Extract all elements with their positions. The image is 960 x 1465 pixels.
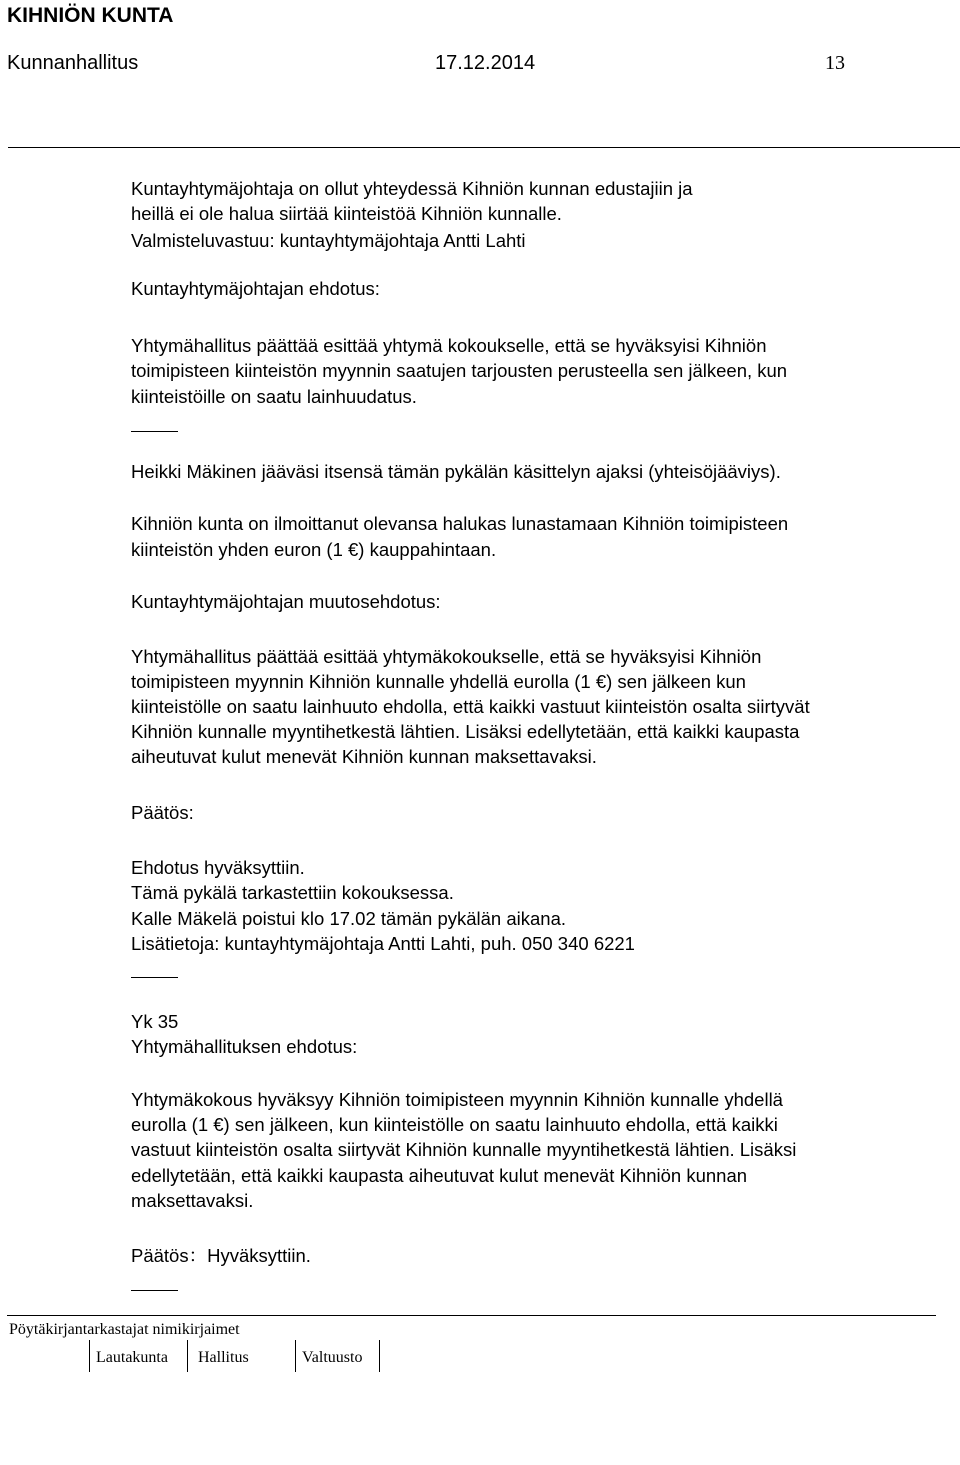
section-separator — [131, 431, 178, 432]
section-separator — [131, 977, 178, 978]
decision-line: Ehdotus hyväksyttiin. — [131, 857, 305, 878]
paragraph-line: Yhtymähallitus päättää esittää yhtymä kokoukselle, että se hyväksyisi Kihniön — [131, 335, 767, 356]
preparer-line: Valmisteluvastuu: kuntayhtymäjohtaja Antti Lahti — [131, 230, 526, 251]
proposal-heading: Kuntayhtymäjohtajan ehdotus: — [131, 278, 380, 299]
recusal-note: Heikki Mäkinen jääväsi itsensä tämän pykälän käsittelyn ajaksi (yhteisöjääviys). — [131, 461, 781, 482]
yk-number: Yk 35 — [131, 1011, 179, 1032]
paragraph-line: vastuut kiinteistön osalta siirtyvät Kihniön kunnalle myyntihetkestä lähtien. Lisäksi — [131, 1139, 797, 1160]
decision-heading: Päätös: — [131, 802, 194, 823]
meeting-date: 17.12.2014 — [435, 52, 536, 74]
footer-column-divider — [187, 1340, 188, 1372]
section-separator — [131, 1290, 178, 1291]
paragraph-line: edellytetään, että kaikki kaupasta aiheutuvat kulut menevät Kihniön kunnan — [131, 1165, 748, 1186]
paragraph-line: Yhtymähallitus päättää esittää yhtymäkokoukselle, että se hyväksyisi Kihniön — [131, 646, 762, 667]
amendment-heading: Kuntayhtymäjohtajan muutosehdotus: — [131, 591, 441, 612]
paragraph-line: kiinteistön yhden euron (1 €) kauppahintaan. — [131, 539, 497, 560]
organization-name: KIHNIÖN KUNTA — [7, 4, 174, 27]
footer-title: Pöytäkirjantarkastajat nimikirjaimet — [9, 1321, 240, 1338]
header-divider — [8, 147, 960, 148]
footer-column-divider — [295, 1340, 296, 1372]
footer-column-valtuusto: Valtuusto — [302, 1349, 363, 1366]
paragraph-line: toimipisteen myynnin Kihniön kunnalle yhdellä eurolla (1 €) sen jälkeen kun — [131, 671, 746, 692]
paragraph-line: maksettavaksi. — [131, 1190, 254, 1211]
paragraph-line: aiheutuvat kulut menevät Kihniön kunnan maksettavaksi. — [131, 746, 597, 767]
body-name: Kunnanhallitus — [7, 52, 139, 74]
paragraph-line: Kihniön kunnalle myyntihetkestä lähtien. Lisäksi edellytetään, että kaikki kaupasta — [131, 721, 800, 742]
paragraph-line: kiinteistölle on saatu lainhuuto ehdolla, että kaikki vastuut kiinteistön osalta siirtyvät — [131, 696, 810, 717]
footer-divider — [7, 1315, 936, 1316]
footer-column-divider — [89, 1340, 90, 1372]
paragraph-line: heillä ei ole halua siirtää kiinteistöä Kihniön kunnalle. — [131, 203, 562, 224]
paragraph-line: eurolla (1 €) sen jälkeen, kun kiinteistölle on saatu lainhuuto ehdolla, että kaikki — [131, 1114, 778, 1135]
paragraph-line: Kuntayhtymäjohtaja on ollut yhteydessä Kihniön kunnan edustajiin ja — [131, 178, 693, 199]
paragraph-line: toimipisteen kiinteistön myynnin saatujen tarjousten perusteella sen jälkeen, kun — [131, 360, 788, 381]
board-proposal-heading: Yhtymähallituksen ehdotus: — [131, 1036, 358, 1057]
paragraph-line: Kihniön kunta on ilmoittanut olevansa halukas lunastamaan Kihniön toimipisteen — [131, 513, 789, 534]
final-decision: Päätös：Hyväksyttiin. — [131, 1245, 311, 1266]
decision-line: Tämä pykälä tarkastettiin kokouksessa. — [131, 882, 454, 903]
footer-column-lautakunta: Lautakunta — [96, 1349, 168, 1366]
decision-line: Kalle Mäkelä poistui klo 17.02 tämän pykälän aikana. — [131, 908, 567, 929]
footer-column-divider — [379, 1340, 380, 1372]
paragraph-line: Yhtymäkokous hyväksyy Kihniön toimipisteen myynnin Kihniön kunnalle yhdellä — [131, 1089, 783, 1110]
contact-line: Lisätietoja: kuntayhtymäjohtaja Antti Lahti, puh. 050 340 6221 — [131, 933, 635, 954]
page-number: 13 — [825, 52, 845, 74]
footer-column-hallitus: Hallitus — [198, 1349, 249, 1366]
paragraph-line: kiinteistöille on saatu lainhuudatus. — [131, 386, 417, 407]
